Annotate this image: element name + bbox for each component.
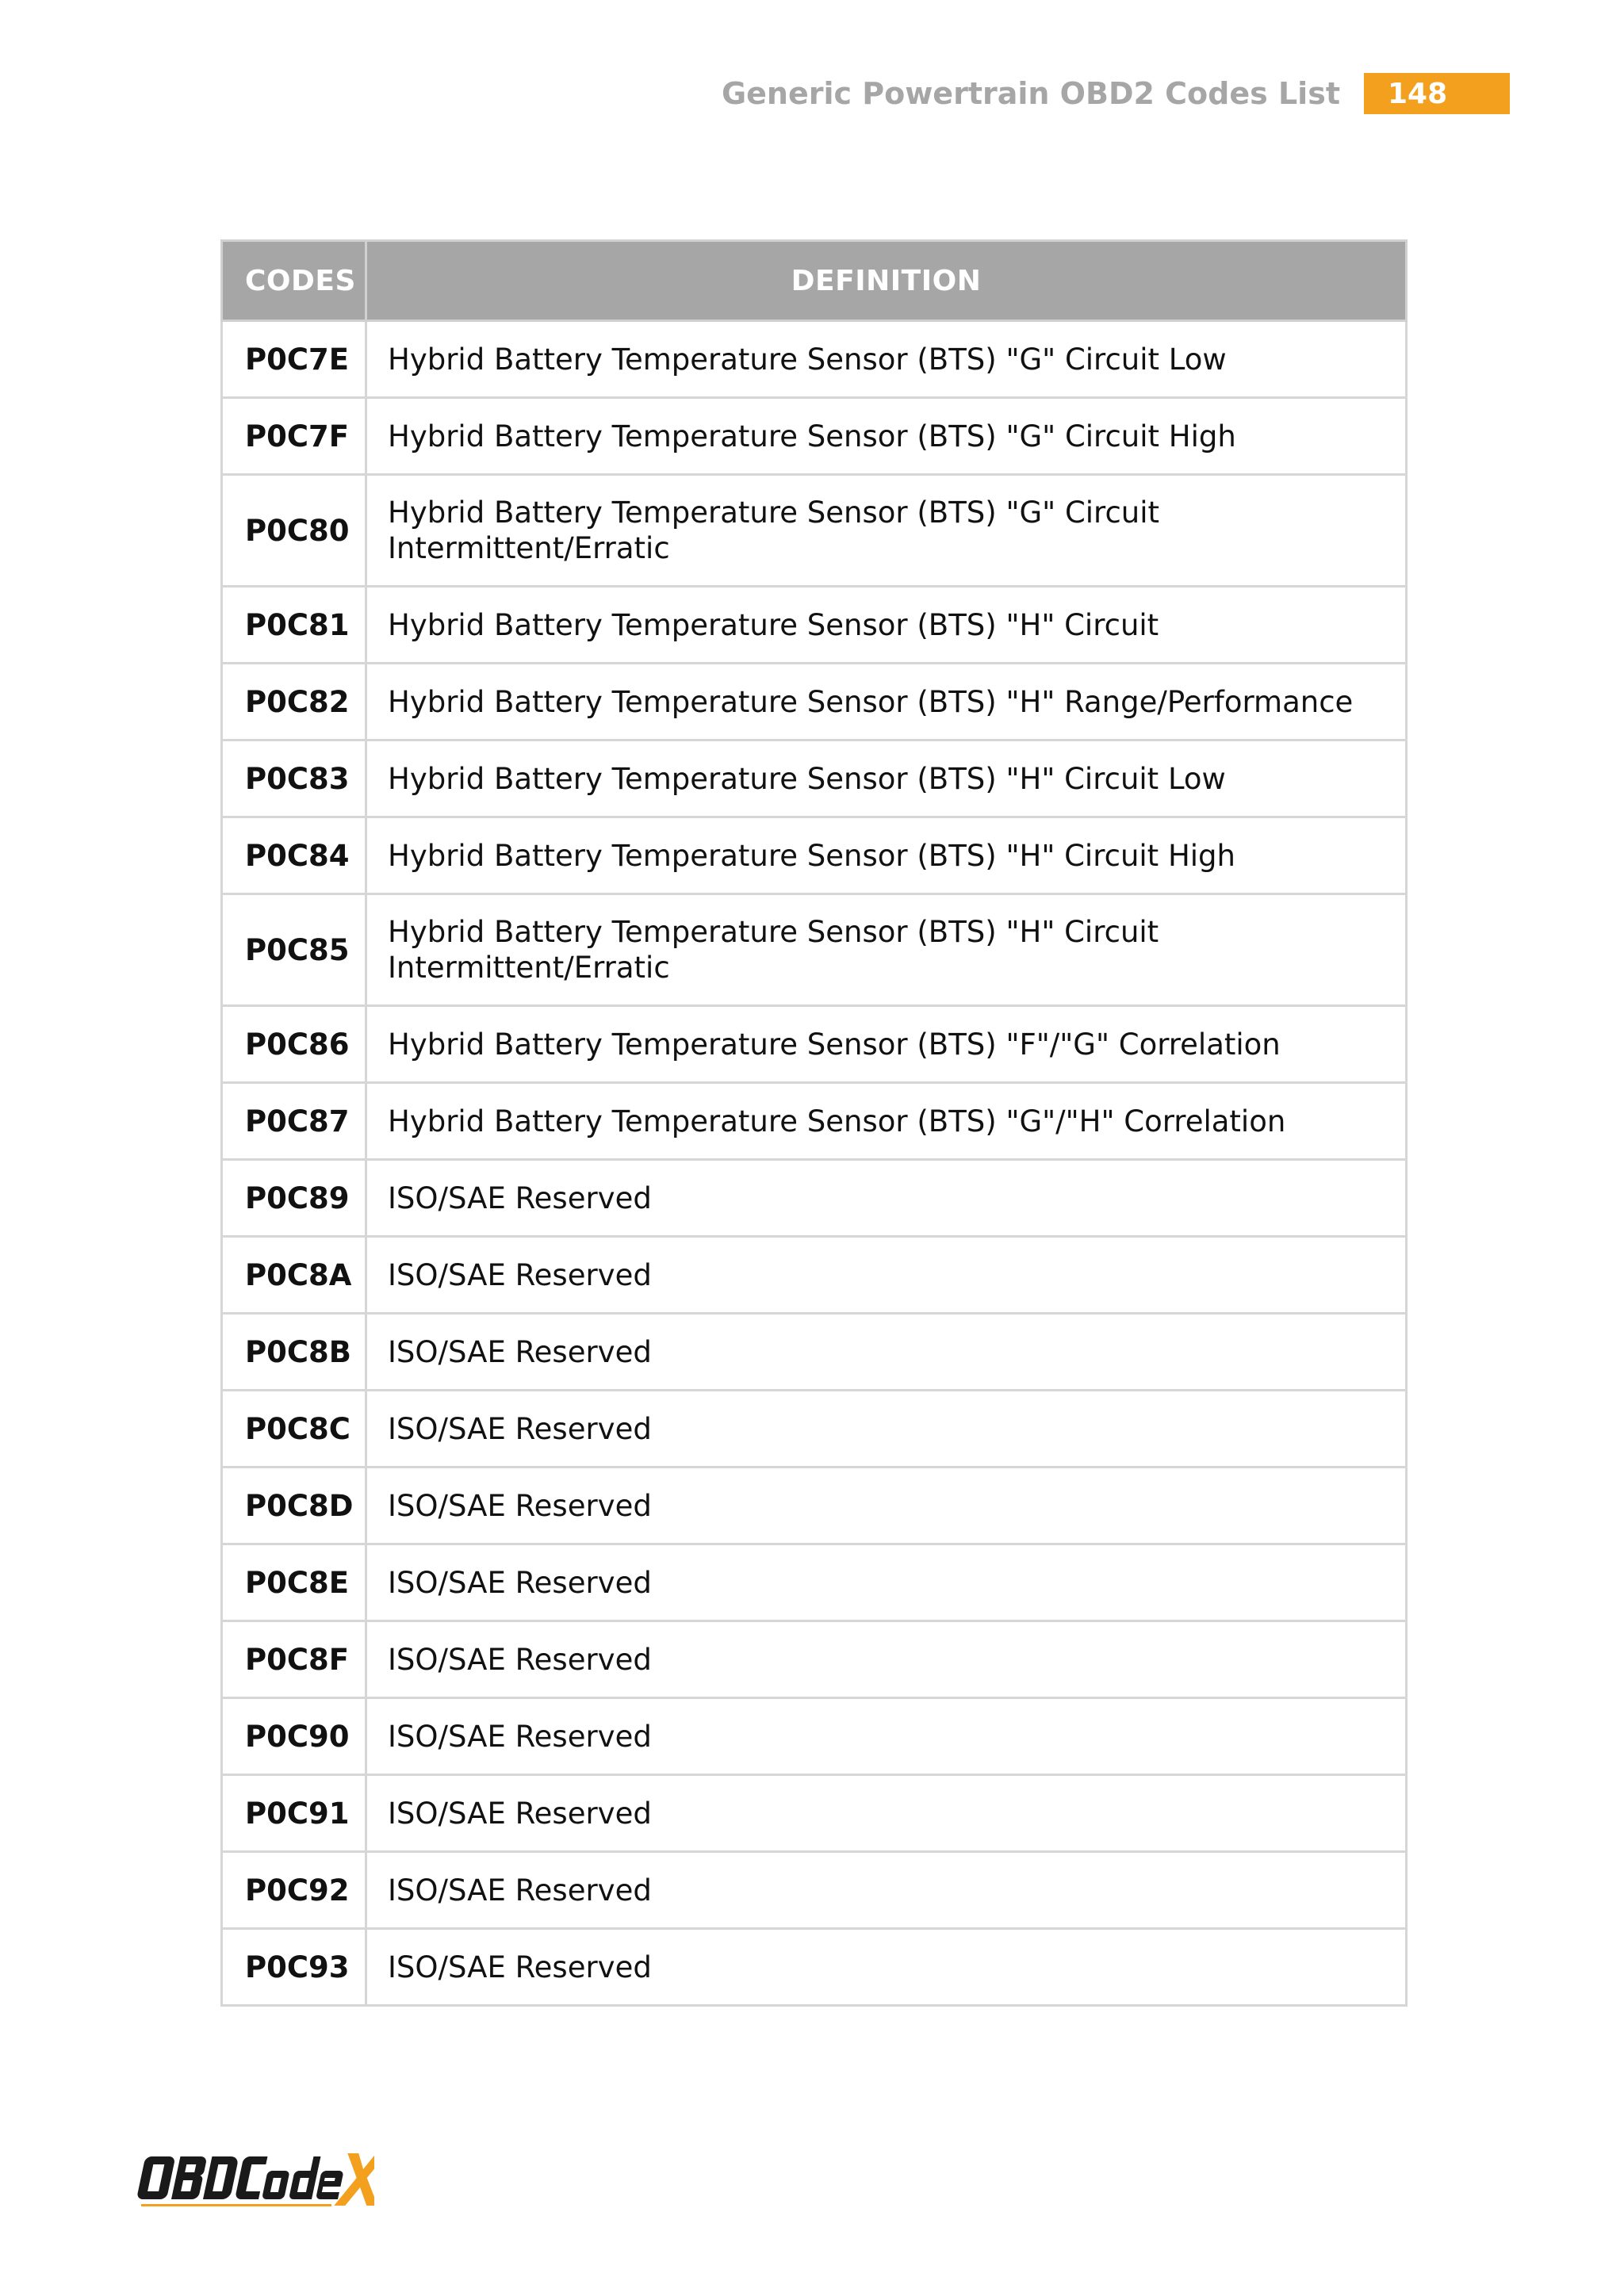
definition-cell: Hybrid Battery Temperature Sensor (BTS) "H" Circuit Low <box>366 740 1407 817</box>
table-row <box>222 1237 1407 1314</box>
table-row <box>222 321 1407 398</box>
definition-cell: ISO/SAE Reserved <box>366 1775 1407 1852</box>
definition-cell: ISO/SAE Reserved <box>366 1314 1407 1391</box>
code-cell: P0C7F <box>222 398 366 475</box>
definition-cell: ISO/SAE Reserved <box>366 1929 1407 2006</box>
code-cell: P0C83 <box>222 740 366 817</box>
code-cell: P0C8B <box>222 1314 366 1391</box>
code-cell: P0C90 <box>222 1698 366 1775</box>
table-row <box>222 398 1407 475</box>
table-row <box>222 1544 1407 1621</box>
code-cell: P0C8F <box>222 1621 366 1698</box>
table-row <box>222 1929 1407 2006</box>
column-header-codes: CODES <box>222 241 366 321</box>
definition-cell: Hybrid Battery Temperature Sensor (BTS) "F"/"G" Correlation <box>366 1006 1407 1083</box>
definition-cell: ISO/SAE Reserved <box>366 1160 1407 1237</box>
definition-cell: Hybrid Battery Temperature Sensor (BTS) "G"/"H" Correlation <box>366 1083 1407 1160</box>
table-row <box>222 1698 1407 1775</box>
code-cell: P0C82 <box>222 664 366 740</box>
table-row <box>222 1852 1407 1929</box>
table-row <box>222 1775 1407 1852</box>
code-cell: P0C7E <box>222 321 366 398</box>
table-row <box>222 894 1407 1006</box>
definition-cell: Hybrid Battery Temperature Sensor (BTS) "H" Range/Performance <box>366 664 1407 740</box>
table-row <box>222 740 1407 817</box>
code-cell: P0C8D <box>222 1468 366 1544</box>
definition-cell: ISO/SAE Reserved <box>366 1852 1407 1929</box>
code-cell: P0C81 <box>222 587 366 664</box>
definition-cell: ISO/SAE Reserved <box>366 1391 1407 1468</box>
code-cell: P0C8A <box>222 1237 366 1314</box>
definition-cell: Hybrid Battery Temperature Sensor (BTS) "H" Circuit Intermittent/Erratic <box>366 894 1407 1006</box>
definition-cell: Hybrid Battery Temperature Sensor (BTS) "H" Circuit <box>366 587 1407 664</box>
page-number-badge: 148 <box>1364 73 1510 114</box>
definition-cell: ISO/SAE Reserved <box>366 1468 1407 1544</box>
column-header-definition: DEFINITION <box>366 241 1407 321</box>
table-row <box>222 1083 1407 1160</box>
code-cell: P0C91 <box>222 1775 366 1852</box>
definition-cell: Hybrid Battery Temperature Sensor (BTS) "H" Circuit High <box>366 817 1407 894</box>
table-row <box>222 1160 1407 1237</box>
code-cell: P0C89 <box>222 1160 366 1237</box>
definition-cell: ISO/SAE Reserved <box>366 1621 1407 1698</box>
definition-cell: ISO/SAE Reserved <box>366 1698 1407 1775</box>
table-row <box>222 1621 1407 1698</box>
table-row <box>222 1391 1407 1468</box>
table-row <box>222 817 1407 894</box>
obdcodex-logo-icon <box>136 2147 374 2210</box>
definition-cell: Hybrid Battery Temperature Sensor (BTS) "G" Circuit Low <box>366 321 1407 398</box>
obd-codes-table <box>220 239 1408 2007</box>
table-row <box>222 1006 1407 1083</box>
code-cell: P0C8E <box>222 1544 366 1621</box>
page-header <box>722 73 1510 114</box>
definition-cell: Hybrid Battery Temperature Sensor (BTS) "G" Circuit High <box>366 398 1407 475</box>
code-cell: P0C84 <box>222 817 366 894</box>
table-row <box>222 587 1407 664</box>
definition-cell: Hybrid Battery Temperature Sensor (BTS) "G" Circuit Intermittent/Erratic <box>366 475 1407 587</box>
code-cell: P0C87 <box>222 1083 366 1160</box>
code-cell: P0C8C <box>222 1391 366 1468</box>
document-title: Generic Powertrain OBD2 Codes List <box>721 76 1340 111</box>
code-cell: P0C86 <box>222 1006 366 1083</box>
table-header-row <box>222 241 1407 321</box>
table-row <box>222 475 1407 587</box>
code-cell: P0C93 <box>222 1929 366 2006</box>
table-row <box>222 1468 1407 1544</box>
code-cell: P0C85 <box>222 894 366 1006</box>
definition-cell: ISO/SAE Reserved <box>366 1544 1407 1621</box>
table-row <box>222 664 1407 740</box>
table-row <box>222 1314 1407 1391</box>
code-cell: P0C80 <box>222 475 366 587</box>
definition-cell: ISO/SAE Reserved <box>366 1237 1407 1314</box>
code-cell: P0C92 <box>222 1852 366 1929</box>
